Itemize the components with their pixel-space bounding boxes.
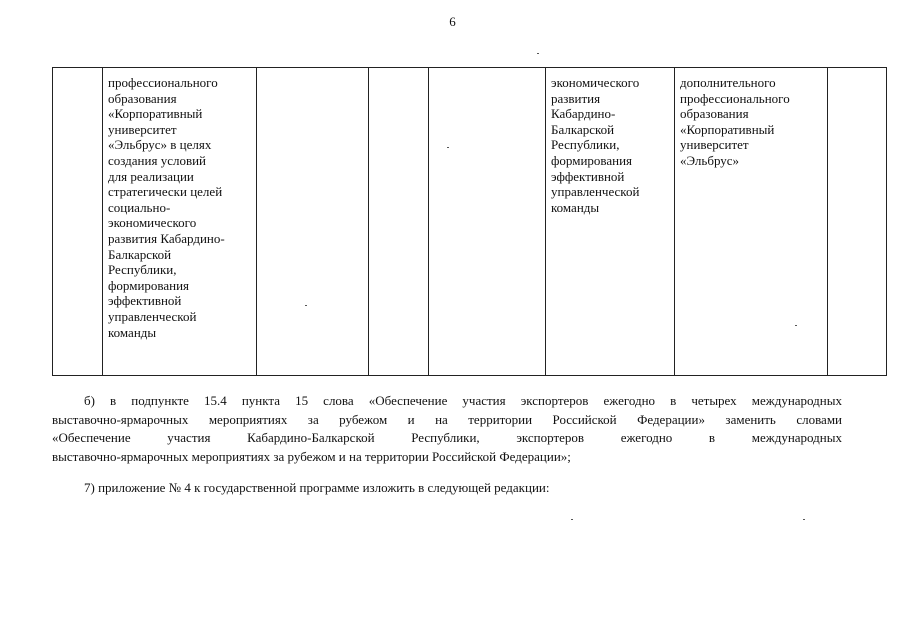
table-cell-measure-name xyxy=(103,68,257,376)
cell-line: социально- xyxy=(108,199,171,215)
cell-line: команды xyxy=(108,324,157,340)
page-number: 6 xyxy=(449,14,456,29)
table-cell-empty xyxy=(53,68,103,376)
table-cell-empty xyxy=(828,68,887,376)
scan-speck xyxy=(803,519,805,520)
cell-line: Балкарской xyxy=(551,121,615,137)
paragraph-line: выставочно-ярмарочных мероприятиях за рубежом и на территории Российской Федерации» заменить словами xyxy=(52,411,842,427)
table-cell-empty xyxy=(257,68,369,376)
scan-speck xyxy=(537,53,539,54)
cell-line: экономического xyxy=(551,75,640,90)
scan-speck xyxy=(571,519,573,520)
scan-speck xyxy=(305,305,307,306)
cell-line: эффективной xyxy=(551,168,625,184)
cell-line: университет xyxy=(108,121,177,137)
cell-line: образования xyxy=(108,90,177,106)
cell-line: Кабардино- xyxy=(551,106,616,122)
cell-line: управленческой xyxy=(108,308,197,324)
table-row xyxy=(53,68,887,376)
table-cell-result xyxy=(546,68,675,376)
cell-line: управленческой xyxy=(551,184,640,200)
cell-text-executor xyxy=(680,75,825,169)
cell-line: Республики, xyxy=(108,262,177,278)
cell-line: для реализации xyxy=(108,168,194,184)
paragraph-point-7: 7) приложение № 4 к государственной программе изложить в следующей редакции: xyxy=(84,480,550,495)
cell-text-measure-name xyxy=(108,75,254,340)
cell-line: развития xyxy=(551,90,601,106)
cell-line: стратегически целей xyxy=(108,184,223,200)
cell-line: «Эльбрус» xyxy=(680,152,740,168)
cell-line: Балкарской xyxy=(108,246,172,262)
cell-line: профессионального xyxy=(680,90,790,106)
paragraph-line: «Обеспечение участия Кабардино-Балкарской Республики, экспортеров ежегодно в международных xyxy=(52,430,842,445)
cell-line: команды xyxy=(551,199,600,215)
program-table xyxy=(52,67,887,376)
scan-speck xyxy=(447,147,449,148)
cell-line: «Корпоративный xyxy=(108,106,203,122)
table-cell-empty xyxy=(369,68,429,376)
cell-line: эффективной xyxy=(108,293,182,309)
cell-line: образования xyxy=(680,106,749,122)
cell-line: дополнительного xyxy=(680,75,776,90)
cell-line: университет xyxy=(680,137,749,153)
cell-line: Республики, xyxy=(551,137,620,153)
table-cell-executor xyxy=(675,68,828,376)
paragraph-subpoint-b xyxy=(52,392,842,466)
paragraph-line: выставочно-ярмарочных мероприятиях за рубежом и на территории Российской Федерации»; xyxy=(52,448,571,464)
cell-line: формирования xyxy=(551,152,633,168)
cell-line: экономического xyxy=(108,215,197,231)
table-cell-empty xyxy=(429,68,546,376)
cell-line: формирования xyxy=(108,277,190,293)
cell-line: профессионального xyxy=(108,75,218,90)
cell-text-result xyxy=(551,75,672,215)
paragraph-line: б) в подпункте 15.4 пункта 15 слова «Обеспечение участия экспортеров ежегодно в четырех международных xyxy=(84,393,842,408)
cell-line: «Эльбрус» в целях xyxy=(108,137,212,153)
cell-line: развития Кабардино- xyxy=(108,230,225,246)
cell-line: создания условий xyxy=(108,152,207,168)
cell-line: «Корпоративный xyxy=(680,121,775,137)
scan-speck xyxy=(795,325,797,326)
